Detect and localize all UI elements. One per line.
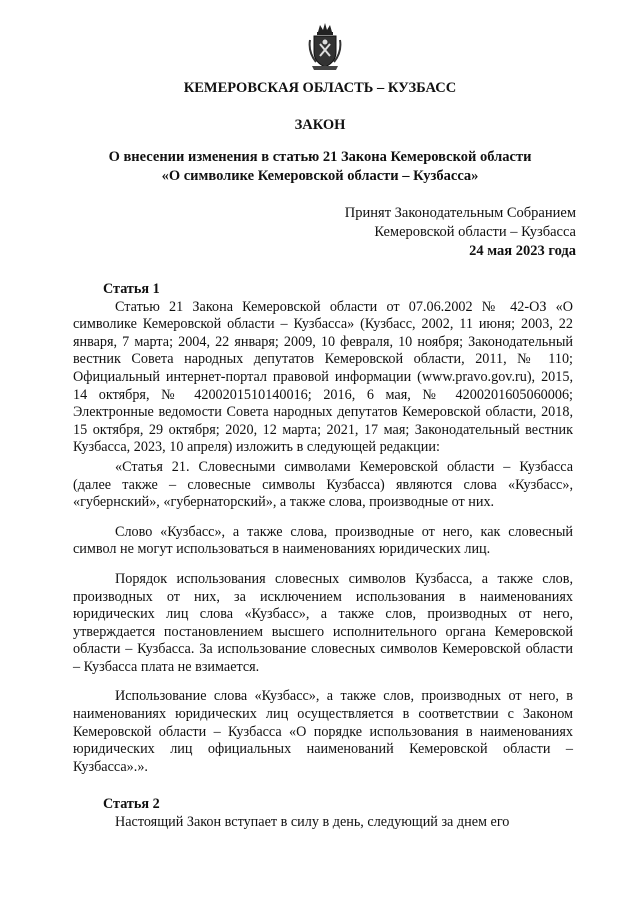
article-2-heading: Статья 2 <box>103 796 160 813</box>
title-line-2: «О символике Кемеровской области – Кузбасса» <box>161 168 479 184</box>
document-title <box>0 148 640 186</box>
adoption-line-1: Принят Законодательным Собранием <box>344 205 576 221</box>
adoption-line-2: Кемеровской области – Кузбасса <box>374 224 576 240</box>
coat-of-arms-icon <box>308 22 342 72</box>
article-21-new-text <box>73 459 573 777</box>
article-21-paragraph-2: Слово «Кузбасс», а также слова, производные от него, как словесный символ не могут использоваться в наименованиях юридических лиц. <box>73 523 573 558</box>
article-21-paragraph-3: Порядок использования словесных символов Кузбасса, а также слов, производных от них, за исключением использования в наименованиях юридических лиц слова «Кузбасс», а также слов, производных от него, утверждается постановлением высшего исполнительного органа Кемеровской области – Кузбасса. За использование словесных символов Кемеровской области – Кузбасса плата не взимается. <box>73 570 573 675</box>
article-21-paragraph-4: Использование слова «Кузбасс», а также слов, производных от него, в наименованиях юридических лиц осуществляется в соответствии с Законом Кемеровской области – Кузбасса «О порядке использования в наименованиях юридических лиц официальных наименований Кемеровской области – Кузбасса».». <box>73 688 573 775</box>
adoption-date: 24 мая 2023 года <box>469 243 576 259</box>
article-21-paragraph-1: «Статья 21. Словесными символами Кемеровской области – Кузбасса (далее также – словесные символы Кузбасса) являются слова «Кузбасс», «губернский», «губернаторский», а также слова, производные от них. <box>73 458 573 511</box>
adoption-block <box>256 204 576 261</box>
article-1-intro: Статью 21 Закона Кемеровской области от 07.06.2002 № 42-ОЗ «О символике Кемеровской области – Кузбасса» (Кузбасс, 2002, 11 июня; 2003, 22 января, 7 марта; 2004, 22 января; 2009, 10 февраля, 10 ноября; Законодательный вестник Совета народных депутатов Кемеровской области, 2011, № 110; Официальный интернет-портал правовой информации (www.pravo.gov.ru), 2015, 14 октября, № 4200201510140016; 2016, 6 мая, № 4200201605060006; Электронные ведомости Совета народных депутатов Кемеровской области, 2018, 15 октября, 29 октября; 2020, 12 марта; 2021, 17 мая; Законодательный вестник Кузбасса, 2023, 10 апреля) изложить в следующей редакции: <box>73 298 573 456</box>
document-type: ЗАКОН <box>294 117 346 133</box>
document-body <box>73 281 573 832</box>
region-name: КЕМЕРОВСКАЯ ОБЛАСТЬ – КУЗБАСС <box>183 80 457 96</box>
title-line-1: О внесении изменения в статью 21 Закона Кемеровской области <box>108 149 532 165</box>
article-2-text: Настоящий Закон вступает в силу в день, следующий за днем его <box>115 814 510 831</box>
article-1-heading: Статья 1 <box>103 281 160 297</box>
